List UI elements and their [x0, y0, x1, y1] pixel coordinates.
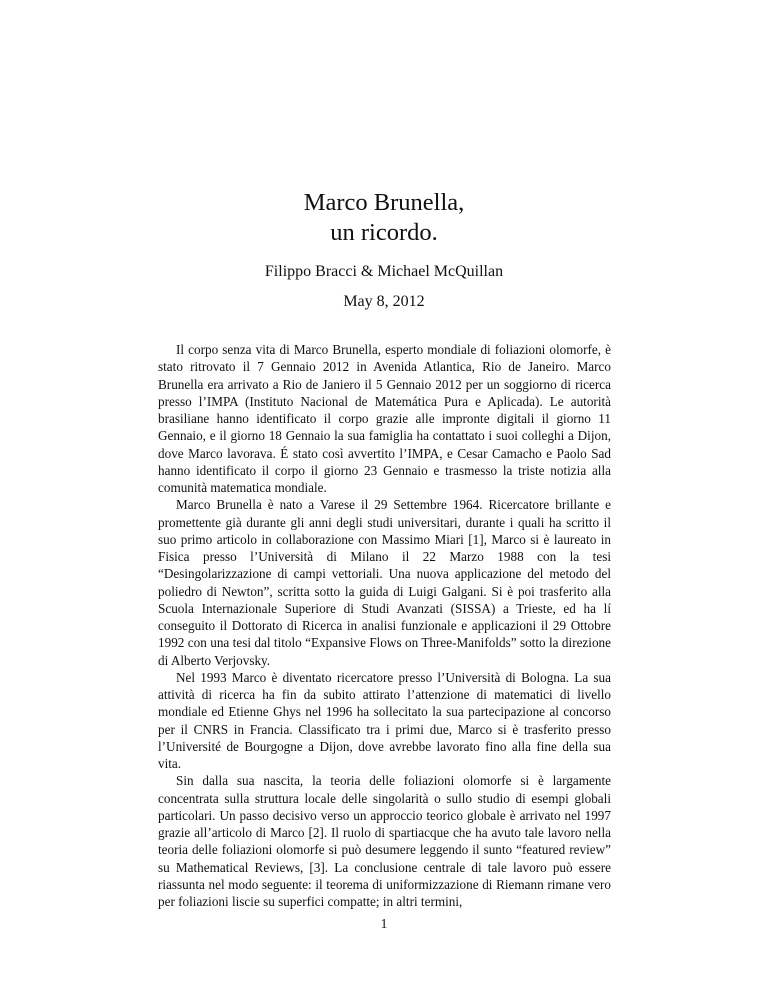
paragraph-4: Sin dalla sua nascita, la teoria delle foliazioni olomorfe si è largamente concentrata sulla struttura locale delle singolarità o sullo studio di esempi globali particolari. Un passo decisivo verso un approccio teorico globale è arrivato nel 1997 grazie all’articolo di Marco [2]. Il ruolo di spartiacque che ha avuto tale lavoro nella teoria delle foliazioni olomorfe si può desumere leggendo il sunto “featured review” su Mathematical Reviews, [3]. La conclusione centrale di tale lavoro può essere riassunta nel modo seguente: il teorema di uniformizzazione di Riemann rimane vero per foliazioni liscie su superfici compatte; in altri termini,	[158, 773, 611, 909]
page-title	[0, 188, 768, 248]
paragraph-1: Il corpo senza vita di Marco Brunella, esperto mondiale di foliazioni olomorfe, è stato ritrovato il 7 Gennaio 2012 in Avenida Atlantica, Rio de Janeiro. Marco Brunella era arrivato a Rio de Janiero il 5 Gennaio 2012 per un soggiorno di ricerca presso l’IMPA (Instituto Nacional de Matemática Pura e Aplicada). Le autorità brasiliane hanno identificato il corpo grazie alle impronte digitali il giorno 11 Gennaio, e il giorno 18 Gennaio la sua famiglia ha contattato i suoi colleghi a Dijon, dove Marco lavorava. É stato così avvertito l’IMPA, e Cesar Camacho e Paolo Sad hanno identificato il corpo il giorno 23 Gennaio e trasmesso la triste notizia alla comunità matematica mondiale.	[158, 342, 611, 495]
article-body	[158, 341, 611, 910]
title-line-2: un ricordo.	[330, 219, 438, 246]
page-number: 1	[380, 916, 388, 931]
paragraph-2: Marco Brunella è nato a Varese il 29 Settembre 1964. Ricercatore brillante e promettente già durante gli anni degli studi universitari, durante i quali ha scritto il suo primo articolo in collaborazione con Massimo Miari [1], Marco si è laureato in Fisica presso l’Università di Milano il 22 Marzo 1988 con la tesi “Desingolarizzazione di campi vettoriali. Una nuova applicazione del metodo del poliedro di Newton”, scritta sotto la guida di Luigi Galgani. Si è poi trasferito alla Scuola Internazionale Superiore di Studi Avanzati (SISSA) a Trieste, ed ha lí conseguito il Dottorato di Ricerca in analisi funzionale e applicazioni il 29 Ottobre 1992 con una tesi dal titolo “Expansive Flows on Three-Manifolds” sotto la direzione di Alberto Verjovsky.	[158, 497, 611, 668]
title-line-1: Marco Brunella,	[303, 189, 465, 216]
authors: Filippo Bracci & Michael McQuillan	[264, 263, 504, 280]
paragraph-3: Nel 1993 Marco è diventato ricercatore presso l’Università di Bologna. La sua attività di ricerca ha fin da subito attirato l’attenzione di matematici di livello mondiale ed Etienne Ghys nel 1996 ha sollecitato la sua partecipazione al concorso per il CNRS in Francia. Classificato tra i primi due, Marco si è trasferito presso l’Université de Bourgogne a Dijon, dove avrebbe lavorato fino alla fine della sua vita.	[158, 669, 611, 771]
publication-date: May 8, 2012	[343, 293, 425, 310]
